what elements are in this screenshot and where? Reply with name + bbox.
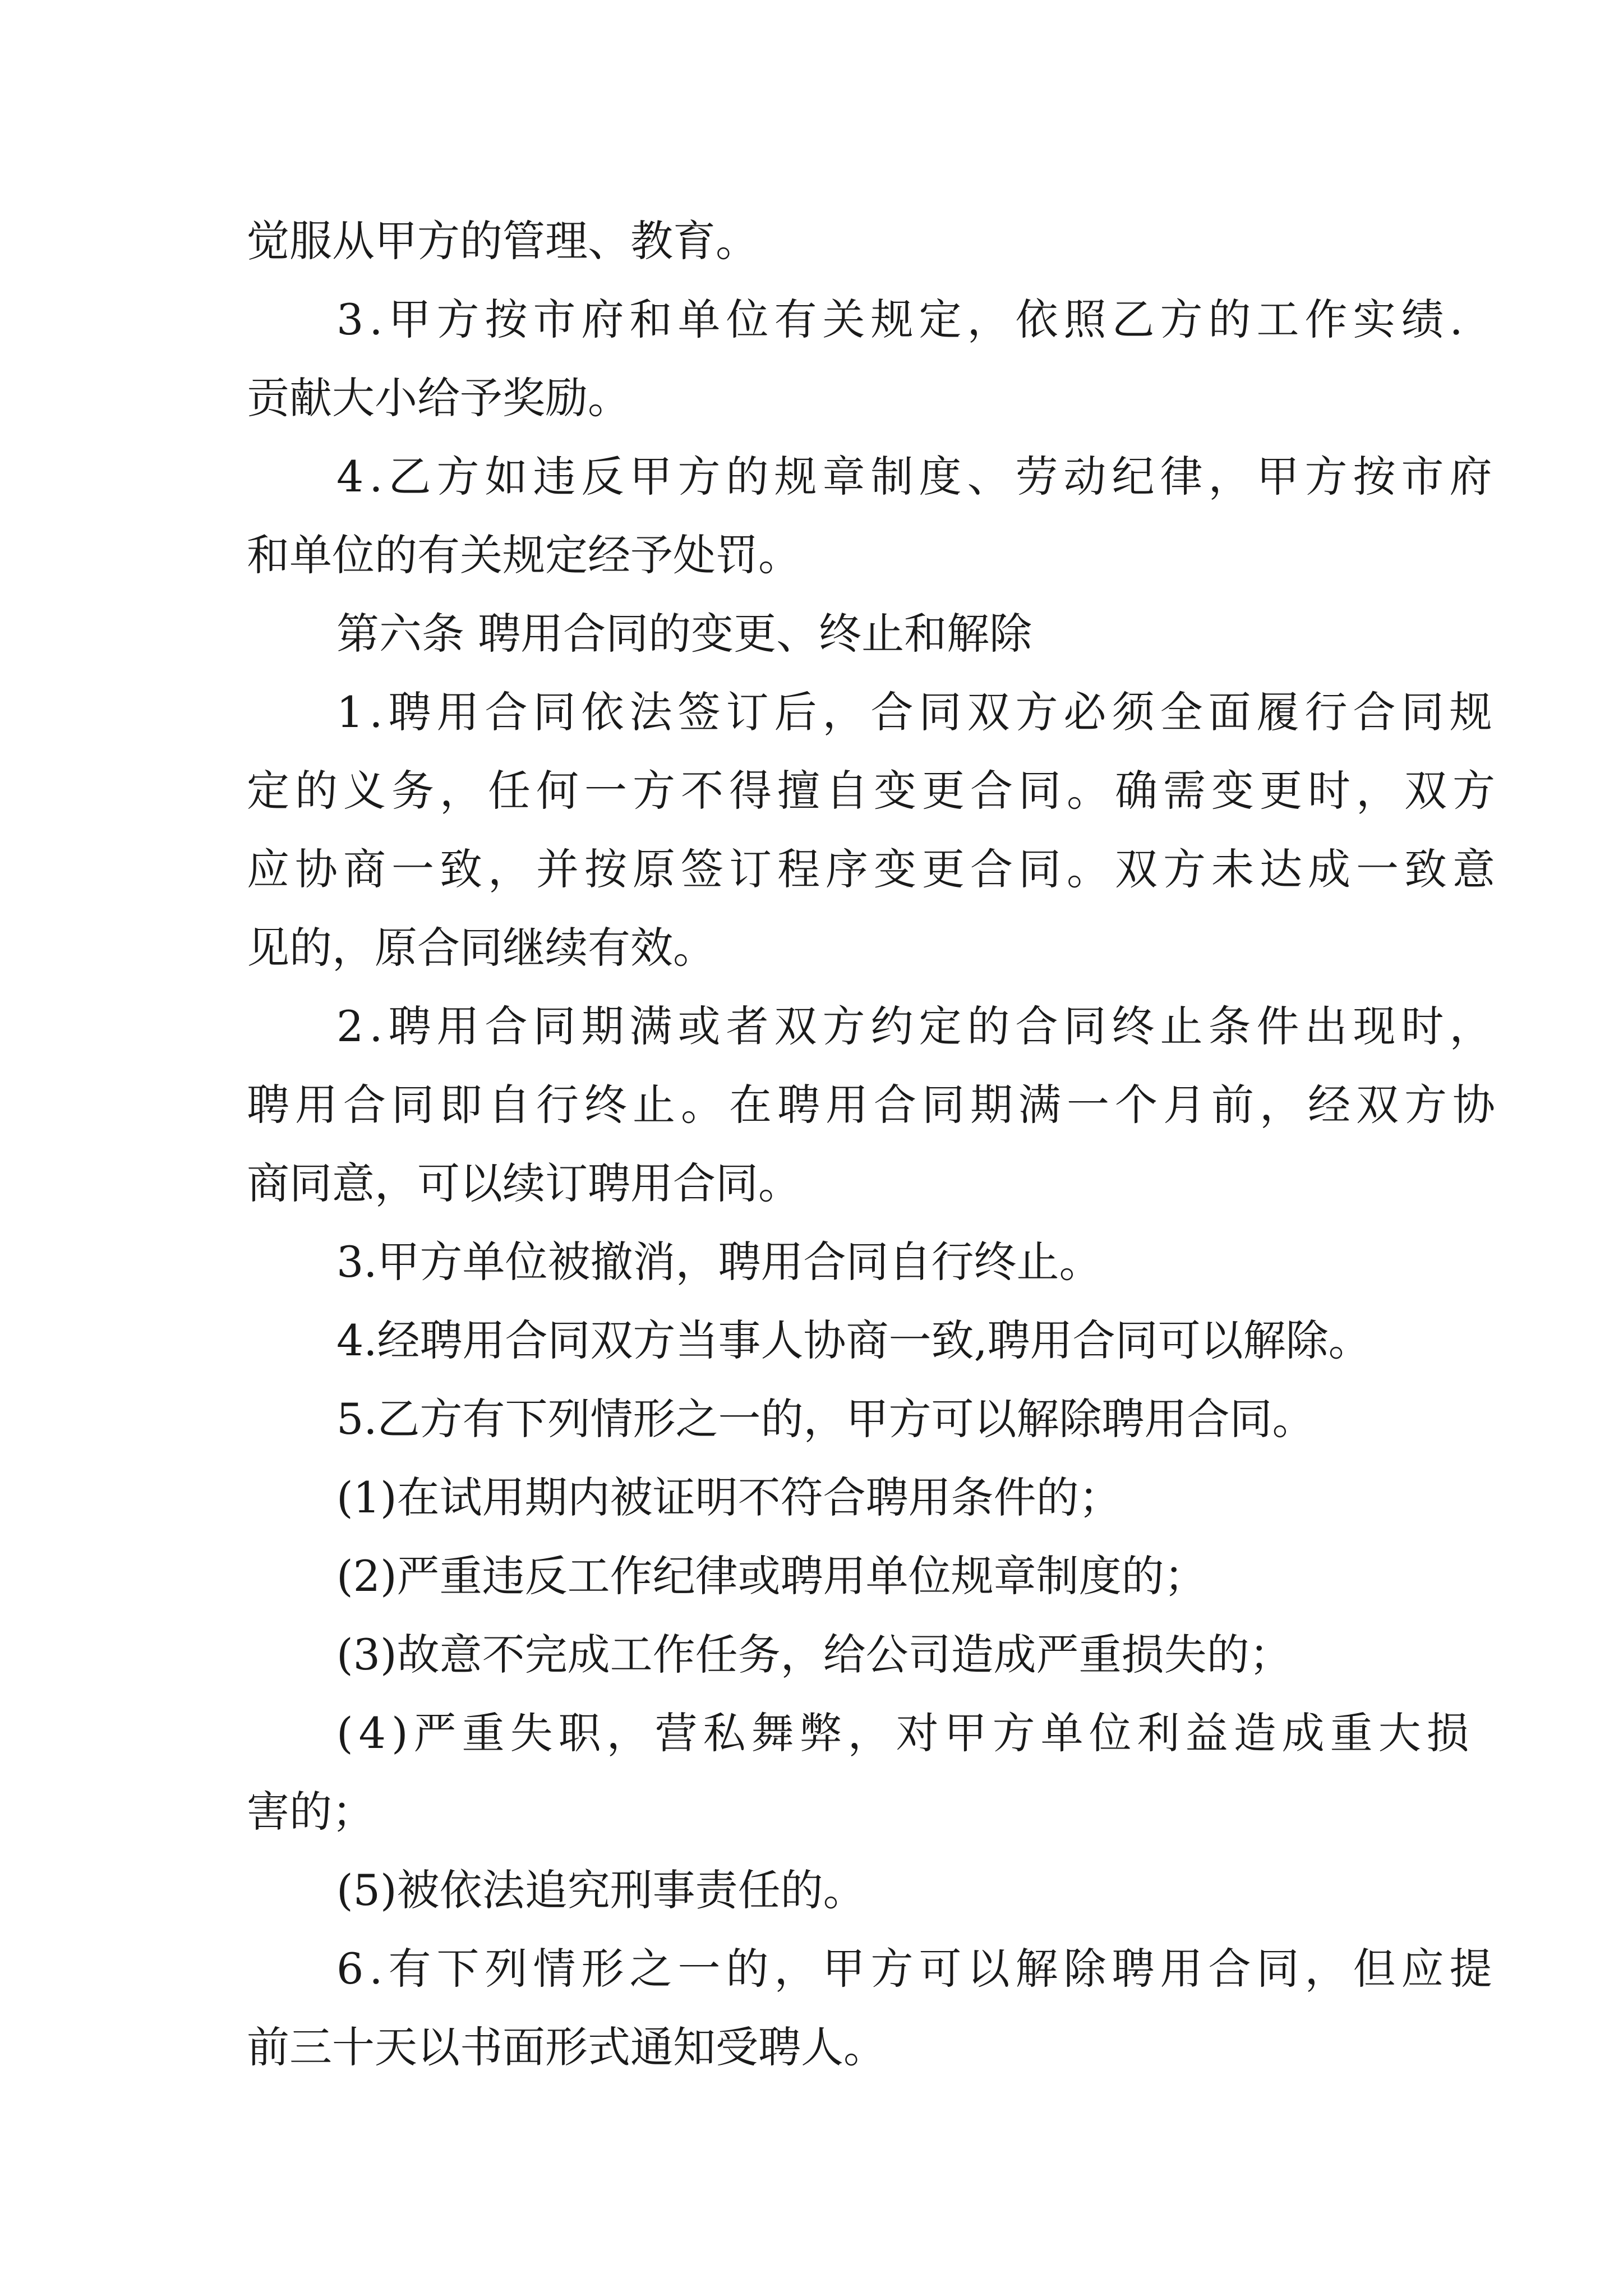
list-item: (2)严重违反工作纪律或聘用单位规章制度的；	[336, 1551, 1207, 1601]
paragraph-line: 聘用合同即自行终止。在聘用合同期满一个月前，经双方协	[247, 1080, 1501, 1130]
paragraph-line: 见的，原合同继续有效。	[247, 923, 716, 973]
paragraph-line: 5.乙方有下列情形之一的，甲方可以解除聘用合同。	[336, 1394, 1315, 1444]
paragraph-line: 6.有下列情形之一的，甲方可以解除聘用合同，但应提	[336, 1944, 1498, 1994]
paragraph-line: 4.经聘用合同双方当事人协商一致,聘用合同可以解除。	[336, 1315, 1371, 1365]
paragraph-line: 3.甲方单位被撤消，聘用合同自行终止。	[336, 1237, 1102, 1287]
paragraph-line: 前三十天以书面形式通知受聘人。	[247, 2022, 886, 2072]
list-item: (1)在试用期内被证明不符合聘用条件的；	[336, 1473, 1122, 1522]
paragraph-line: 3.甲方按市府和单位有关规定，依照乙方的工作实绩.	[336, 295, 1469, 344]
paragraph-line: 定的义务，任何一方不得擅自变更合同。确需变更时，双方	[247, 766, 1501, 816]
list-item: (3)故意不完成工作任务，给公司造成严重损失的；	[336, 1630, 1292, 1680]
paragraph-line: 2.聘用合同期满或者双方约定的合同终止条件出现时，	[336, 1001, 1498, 1051]
paragraph-line: 觉服从甲方的管理、教育。	[247, 216, 758, 266]
list-item: (5)被依法追究刑事责任的。	[336, 1865, 866, 1915]
paragraph-line: 1.聘用合同依法签订后，合同双方必须全面履行合同规	[336, 687, 1498, 737]
list-item: 害的；	[247, 1787, 375, 1837]
paragraph-line: 应协商一致，并按原签订程序变更合同。双方未达成一致意	[247, 844, 1501, 894]
paragraph-line: 4.乙方如违反甲方的规章制度、劳动纪律，甲方按市府	[336, 452, 1498, 501]
paragraph-line: 和单位的有关规定经予处罚。	[247, 530, 801, 580]
paragraph-line: 商同意，可以续订聘用合同。	[247, 1158, 801, 1208]
paragraph-line: 贡献大小给予奖励。	[247, 373, 630, 423]
list-item: (4)严重失职，营私舞弊，对甲方单位利益造成重大损	[336, 1708, 1475, 1758]
section-heading: 第六条 聘用合同的变更、终止和解除	[336, 609, 1032, 659]
